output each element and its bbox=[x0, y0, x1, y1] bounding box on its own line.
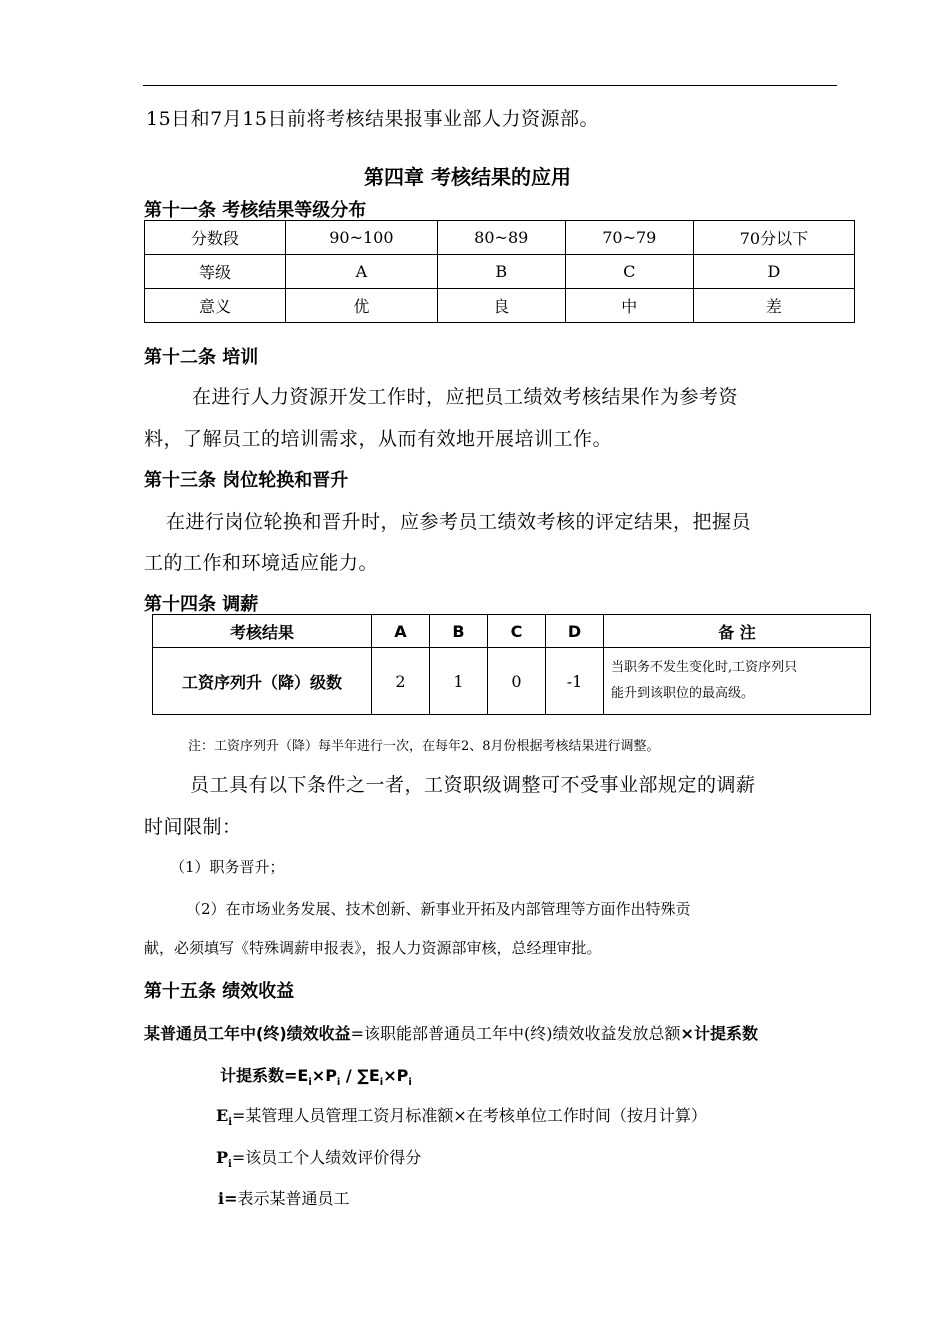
coef-text: 计提系数=E bbox=[220, 1066, 309, 1085]
conditions-text-1: 员工具有以下条件之一者，工资职级调整可不受事业部规定的调薪 bbox=[190, 774, 756, 796]
coef-sub: i bbox=[379, 1077, 384, 1089]
ei-sub: i bbox=[228, 1117, 233, 1129]
coef-text: ×P bbox=[383, 1066, 409, 1085]
pi-symbol: P bbox=[216, 1148, 229, 1167]
chapter-title: 第四章 考核结果的应用 bbox=[364, 165, 571, 189]
formula-definition: =该职能部普通员工年中(终)绩效收益发放总额 bbox=[350, 1024, 681, 1043]
article-13-title: 第十三条 岗位轮换和晋升 bbox=[144, 470, 349, 491]
grade-distribution-table bbox=[144, 220, 855, 323]
formula-coefficient: ×计提系数 bbox=[680, 1024, 758, 1043]
table-header-cell: A bbox=[372, 615, 430, 648]
table-cell: 1 bbox=[430, 648, 488, 715]
i-symbol: i= bbox=[218, 1189, 238, 1208]
condition-item-2-line-1: （2）在市场业务发展、技术创新、新事业开拓及内部管理等方面作出特殊贡 bbox=[186, 900, 691, 918]
bonus-formula bbox=[144, 1021, 758, 1044]
intro-line: 15日和7月15日前将考核结果报事业部人力资源部。 bbox=[146, 108, 599, 130]
ei-definition bbox=[216, 1103, 707, 1128]
table-header-row bbox=[153, 615, 871, 648]
table-cell: -1 bbox=[546, 648, 604, 715]
table-row bbox=[153, 648, 871, 715]
salary-adjust-table bbox=[152, 614, 871, 715]
table-cell: D bbox=[693, 255, 854, 289]
article-14-title: 第十四条 调薪 bbox=[144, 594, 259, 615]
table-header-cell: 备 注 bbox=[604, 615, 871, 648]
remark-line: 当职务不发生变化时,工资序列只 bbox=[611, 660, 798, 675]
ei-text: =某管理人员管理工资月标准额×在考核单位工作时间（按月计算） bbox=[232, 1106, 707, 1125]
table-cell: 2 bbox=[372, 648, 430, 715]
article-11-title: 第十一条 考核结果等级分布 bbox=[144, 200, 367, 221]
formula-subject: 某普通员工年中(终)绩效收益 bbox=[144, 1024, 351, 1043]
table-cell: 优 bbox=[286, 289, 438, 323]
remark-line: 能升到该职位的最高级。 bbox=[611, 686, 755, 701]
coef-sub: i bbox=[408, 1077, 412, 1089]
table-cell: 0 bbox=[488, 648, 546, 715]
header-rule bbox=[143, 85, 837, 86]
article-15-title: 第十五条 绩效收益 bbox=[144, 981, 295, 1002]
coef-text: / ∑E bbox=[340, 1066, 380, 1085]
remark-cell bbox=[604, 648, 871, 715]
table-cell: 意义 bbox=[145, 289, 286, 323]
condition-item-1: （1）职务晋升； bbox=[170, 858, 285, 876]
article-13-text-1: 在进行岗位轮换和晋升时，应参考员工绩效考核的评定结果，把握员 bbox=[166, 511, 752, 533]
article-12-text-1: 在进行人力资源开发工作时，应把员工绩效考核结果作为参考资 bbox=[192, 386, 739, 408]
pi-definition bbox=[216, 1145, 421, 1170]
pi-sub: i bbox=[228, 1159, 232, 1171]
table-cell: 70分以下 bbox=[693, 221, 854, 255]
table-header-cell: D bbox=[546, 615, 604, 648]
article-13-text-2: 工的工作和环境适应能力。 bbox=[144, 552, 379, 574]
table-header-cell: B bbox=[430, 615, 488, 648]
table-cell: 等级 bbox=[145, 255, 286, 289]
table-cell: C bbox=[565, 255, 693, 289]
i-definition bbox=[218, 1186, 350, 1209]
table-header-cell: C bbox=[488, 615, 546, 648]
coef-sub: i bbox=[336, 1077, 341, 1089]
table-cell: 中 bbox=[565, 289, 693, 323]
conditions-text-2: 时间限制： bbox=[144, 816, 242, 838]
table-cell: 90~100 bbox=[286, 221, 438, 255]
table-row bbox=[145, 289, 855, 323]
table-row-label: 工资序列升（降）级数 bbox=[153, 648, 372, 715]
table-cell: B bbox=[437, 255, 565, 289]
table-row bbox=[145, 255, 855, 289]
table-cell: 分数段 bbox=[145, 221, 286, 255]
coefficient-formula bbox=[220, 1063, 412, 1088]
article-12-title: 第十二条 培训 bbox=[144, 347, 259, 368]
ei-symbol: E bbox=[216, 1106, 229, 1125]
coef-sub: i bbox=[308, 1077, 312, 1089]
pi-text: =该员工个人绩效评价得分 bbox=[231, 1148, 422, 1167]
table-cell: 70~79 bbox=[565, 221, 693, 255]
condition-item-2-line-2: 献，必须填写《特殊调薪申报表》，报人力资源部审核，总经理审批。 bbox=[144, 939, 602, 957]
i-text: 表示某普通员工 bbox=[237, 1189, 350, 1208]
coef-text: ×P bbox=[311, 1066, 337, 1085]
salary-note: 注：工资序列升（降）每半年进行一次，在每年2、8月份根据考核结果进行调整。 bbox=[188, 739, 660, 754]
table-cell: A bbox=[286, 255, 438, 289]
table-cell: 80~89 bbox=[437, 221, 565, 255]
table-cell: 差 bbox=[693, 289, 854, 323]
table-header-cell: 考核结果 bbox=[153, 615, 372, 648]
article-12-text-2: 料，了解员工的培训需求，从而有效地开展培训工作。 bbox=[144, 428, 613, 450]
table-cell: 良 bbox=[437, 289, 565, 323]
table-row bbox=[145, 221, 855, 255]
